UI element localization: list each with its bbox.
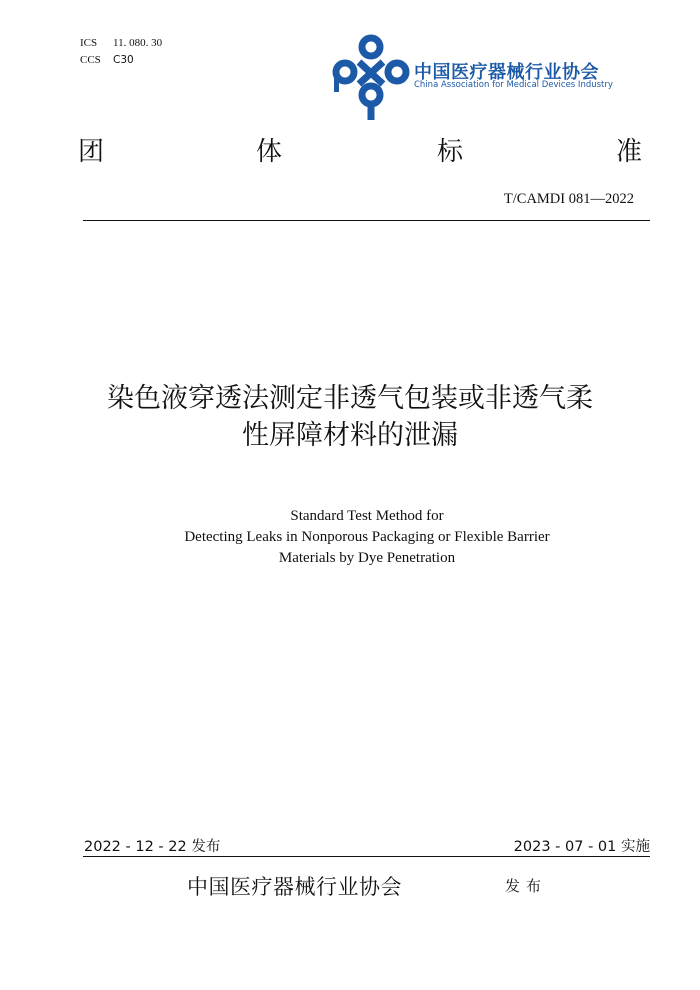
- title-en-line-2: Detecting Leaks in Nonporous Packaging or Flexible Barrier: [184, 529, 550, 545]
- ccs-value: C30: [113, 54, 134, 66]
- org-name-en: China Association for Medical Devices Industry: [414, 80, 613, 90]
- title-en: [0, 506, 700, 569]
- issue-label: 发布: [505, 877, 548, 895]
- ics-row: [80, 35, 162, 52]
- classification-codes: [80, 35, 162, 69]
- doc-type-char-3: 标: [437, 137, 464, 167]
- ics-label: ICS: [80, 37, 98, 49]
- issuer-name: 中国医疗器械行业协会: [187, 875, 402, 899]
- title-en-line-3: Materials by Dye Penetration: [278, 550, 456, 566]
- title-cn-line-1: 染色液穿透法测定非透气包装或非透气柔: [107, 383, 593, 414]
- title-cn: [0, 380, 700, 454]
- doc-type-char-2: 体: [256, 137, 283, 167]
- ics-value: 11. 080. 30: [113, 37, 163, 49]
- bottom-divider: [83, 856, 650, 857]
- ccs-label: CCS: [80, 54, 101, 66]
- ccs-row: [80, 52, 162, 69]
- title-cn-line-2: 性屏障材料的泄漏: [242, 420, 458, 451]
- standard-number: T/CAMDI 081—2022: [503, 191, 634, 207]
- doc-type-char-1: 团: [78, 137, 105, 167]
- publish-date: 2022 - 12 - 22 发布: [84, 839, 221, 855]
- doc-type-char-4: 准: [616, 137, 643, 167]
- camdi-logo-icon: [330, 34, 412, 120]
- title-en-line-1: Standard Test Method for: [290, 508, 444, 524]
- implement-date: 2023 - 07 - 01 实施: [513, 839, 650, 855]
- top-divider: [83, 220, 650, 221]
- org-name-cn: 中国医疗器械行业协会: [414, 62, 599, 83]
